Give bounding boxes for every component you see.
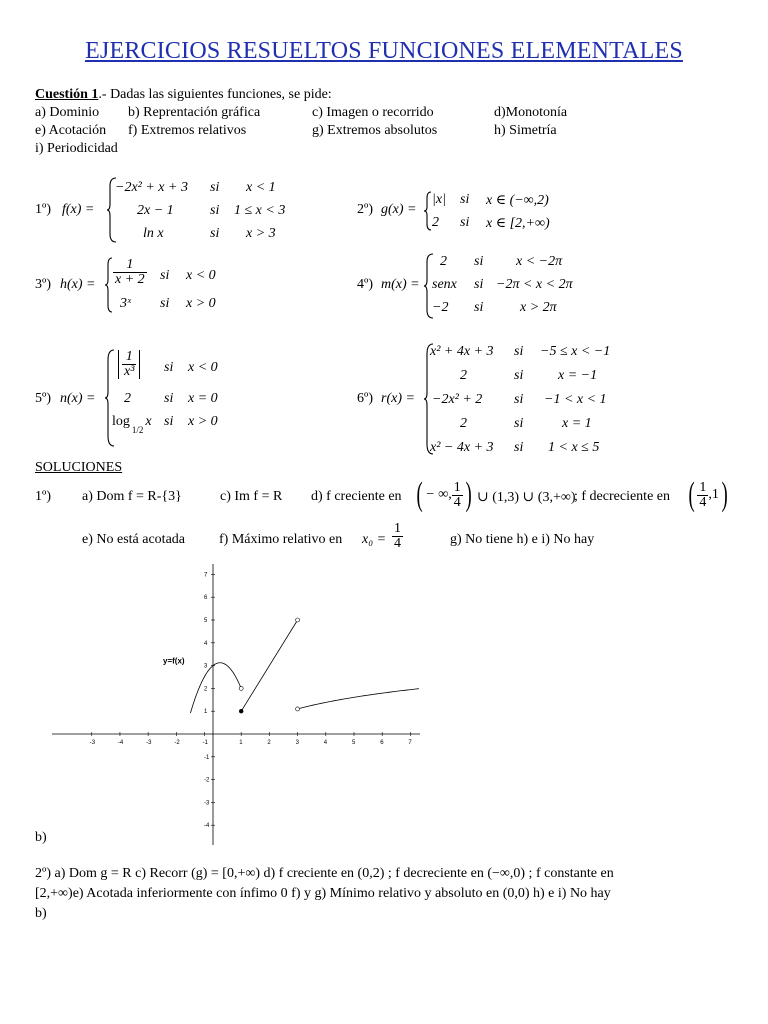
item-c: c) Imagen o recorrido [312,105,434,120]
f6-p1-cond: −5 ≤ x < −1 [540,344,611,359]
f5-p1-fraction [122,350,136,379]
f1-p1-si: si [210,180,220,195]
question-intro-text: .- Dadas las siguientes funciones, se pide: [98,87,332,102]
closed-point-1-1 [239,709,243,713]
x-tick-label: 4 [323,740,328,746]
function-3-label: 3º) [35,277,52,292]
item-i: i) Periodicidad [35,141,118,156]
x-tick-label: -2 [174,740,180,746]
s1-d-int2-frac [697,481,708,510]
f5-p1-den: x³ [124,364,135,379]
f5-p1-abs [118,350,140,379]
f4-p3-cond: x > 2π [520,300,557,315]
f1-p3-si: si [210,226,220,241]
x-tick-label: 1 [239,740,243,746]
y-tick-label: -3 [204,800,210,807]
x-tick-label: -3 [89,740,96,746]
s1-e: e) No está acotada [82,532,185,547]
f6-p3-si: si [514,392,524,407]
x-tick-label: -1 [202,740,208,746]
f6-p2-expr: 2 [460,368,467,383]
item-e: e) Acotación [35,123,107,138]
s1-f-fraction [392,522,403,551]
y-tick-label: 5 [204,618,208,624]
y-tick-label: 2 [204,686,208,693]
f6-p5-cond: 1 < x ≤ 5 [548,440,600,455]
f1-p2-si: si [210,203,220,218]
y-tick-label: 6 [204,595,208,602]
series-log [298,689,419,709]
f3-p1-cond: x < 0 [186,268,216,283]
f5-p3-base: 1/2 [131,425,144,435]
f4-p2-cond: −2π < x < 2π [496,277,573,292]
f6-p3-cond: −1 < x < 1 [544,392,607,407]
y-tick-label: 4 [204,640,208,647]
f5-p3-cond: x > 0 [188,414,218,429]
f6-p4-si: si [514,416,524,431]
function-6-lhs: r(x) = [381,391,415,406]
f1-p1-expr: −2x² + x + 3 [115,180,188,195]
y-tick-label: 3 [204,663,208,670]
function-1-graph [40,560,440,850]
f5-p3-expr [112,414,152,435]
f5-p2-si: si [164,391,174,406]
item-h: h) Simetría [494,123,557,138]
open-point-3-5 [296,618,300,622]
y-tick-label: -2 [204,777,210,784]
f3-p1-si: si [160,268,170,283]
function-5-brace [104,348,116,448]
y-tick-label: -4 [204,823,210,830]
f3-p1-frac [113,258,147,287]
y-tick-label: -1 [204,754,210,761]
f3-p2-si: si [160,296,170,311]
graph-label: y=f(x) [163,656,185,666]
function-2-label: 2º) [357,202,374,217]
s1-d-union: ∪ (1,3) ∪ (3,+∞) [477,490,576,505]
x-tick-label: 5 [352,740,356,746]
f1-p3-cond: x > 3 [246,226,276,241]
item-a: a) Dominio [35,105,100,120]
function-1-label: 1º) [35,202,52,217]
f4-p2-expr: senx [432,277,457,292]
f5-p3-si: si [164,414,174,429]
s1-d-int1-den: 4 [453,494,461,510]
f4-p1-si: si [474,254,484,269]
function-4-lhs: m(x) = [381,277,420,292]
f4-p3-expr: −2 [432,300,449,315]
f5-p2-cond: x = 0 [188,391,218,406]
s1-a: a) Dom f = R-{3} [82,489,182,504]
function-2-lhs: g(x) = [381,202,417,217]
s1-f-frac [392,522,403,551]
s1-label: 1º) [35,489,52,504]
s1-d-int2-den: 4 [699,494,707,510]
function-4-label: 4º) [357,277,374,292]
s2-line3: b) [35,906,47,921]
item-f: f) Extremos relativos [128,123,247,138]
f2-p2-expr: 2 [432,215,439,230]
open-point-1-2 [239,686,243,690]
graph-b-label: b) [35,830,47,845]
s1-d-int1-frac [452,481,463,510]
f3-p1-fraction [113,258,147,287]
x-tick-label: -3 [146,740,152,746]
f1-p3-expr: ln x [143,226,164,241]
f2-p2-si: si [460,215,470,230]
solutions-heading: SOLUCIONES [35,460,123,475]
s1-d-int1-num: 1 [453,479,461,495]
s1-f-den: 4 [394,536,401,551]
f4-p1-expr: 2 [440,254,447,269]
f2-p1-si: si [460,192,470,207]
f5-p3-var: x [145,414,152,429]
f6-p2-cond: x = −1 [558,368,598,383]
s1-d-int2-b: ,1 [708,487,719,503]
f6-p1-expr: x² + 4x + 3 [430,344,494,359]
f6-p1-si: si [514,344,524,359]
f3-p2-cond: x > 0 [186,296,216,311]
s1-d-int1-a: − ∞, [425,487,452,503]
f1-p2-cond: 1 ≤ x < 3 [234,203,286,218]
item-g: g) Extremos absolutos [312,123,438,138]
function-5-lhs: n(x) = [60,391,96,406]
f1-p2-expr: 2x − 1 [137,203,174,218]
question-intro [35,86,332,104]
f2-p1-expr: |x| [432,192,446,207]
open-point-3-ln3 [296,707,300,711]
x-tick-label: 3 [295,740,299,746]
f5-p3-log: log [112,414,130,429]
f6-p4-expr: 2 [460,416,467,431]
x-tick-label: -4 [117,740,124,746]
page-title: EJERCICIOS RESUELTOS FUNCIONES ELEMENTALES [85,38,683,64]
y-tick-label: 1 [204,709,208,716]
f6-p3-expr: −2x² + 2 [432,392,483,407]
s1-f-num: 1 [394,521,401,536]
f5-p1-si: si [164,360,174,375]
f4-p1-cond: x < −2π [516,254,563,269]
f6-p5-si: si [514,440,524,455]
f2-p2-cond: x ∈ [2,+∞) [486,216,550,231]
f5-p1-cond: x < 0 [188,360,218,375]
s2-line2: [2,+∞)e) Acotada inferiormente con ínfimo 0 f) y g) Mínimo relativo y absoluto en (0,0) h) e i) No hay [35,886,611,901]
function-3-lhs: h(x) = [60,277,96,292]
s2-line1: 2º) a) Dom g = R c) Recorr (g) = [0,+∞) d) f creciente en (0,2) ; f decreciente en (−∞,0) ; f constante en [35,866,614,881]
s1-d-mid: ; f decreciente en [574,489,670,504]
x-tick-label: 7 [408,740,412,746]
f6-p2-si: si [514,368,524,383]
item-d: d)Monotonía [494,105,568,120]
f1-p1-cond: x < 1 [246,180,276,195]
function-1-lhs: f(x) = [62,202,95,217]
s1-g: g) No tiene h) e i) No hay [450,532,595,547]
s1-d-int2: ( $\frac{1}{4}$ ,1) [688,476,728,513]
function-5-label: 5º) [35,391,52,406]
f4-p2-si: si [474,277,484,292]
f4-p3-si: si [474,300,484,315]
series-parabola-tail [190,692,197,713]
item-b: b) Reprentación gráfica [128,105,261,120]
f2-p1-cond: x ∈ (−∞,2) [486,193,549,208]
series-line [241,620,297,711]
question-label: Cuestión 1 [35,87,99,102]
f3-p1-den: x + 2 [115,272,145,287]
f5-p1-num: 1 [122,350,136,365]
s1-c: c) Im f = R [220,489,283,504]
f3-p2-expr: 3ˣ [120,296,131,311]
f5-p2-expr: 2 [124,391,131,406]
f6-p4-cond: x = 1 [562,416,592,431]
s1-f-var: x₀ = [362,532,387,547]
x-tick-label: 2 [267,740,271,746]
s1-f-pre: f) Máximo relativo en [219,532,343,547]
f6-p5-expr: x² − 4x + 3 [430,440,494,455]
function-6-label: 6º) [357,391,374,406]
s1-d-int1: ( − ∞, $\frac{1}{4}$ ) [416,476,472,513]
y-tick-label: 7 [204,572,208,579]
s1-d-int2-num: 1 [699,479,707,495]
f3-p1-num: 1 [113,258,147,273]
x-tick-label: 6 [380,740,384,746]
s1-d-pre: d) f creciente en [311,489,402,504]
